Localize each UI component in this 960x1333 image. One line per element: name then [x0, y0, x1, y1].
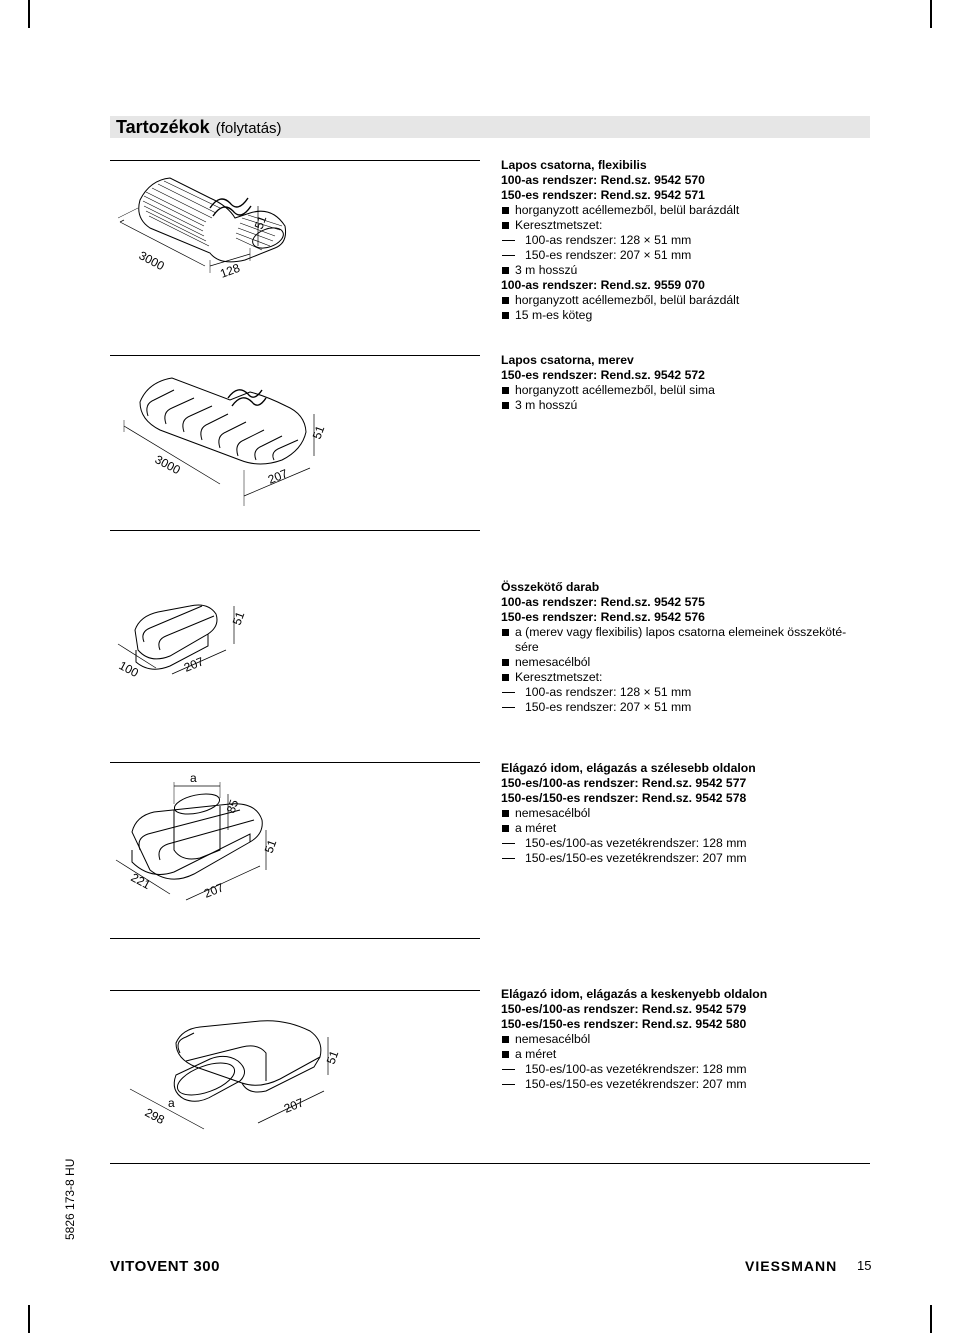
dimension-label: 51 — [261, 837, 280, 856]
dimension-label: 51 — [229, 609, 248, 628]
branch-wide-side-drawing — [110, 770, 300, 910]
item-title: Összekötő darab — [501, 580, 600, 594]
section-divider — [110, 990, 480, 991]
order-number: 150-es/150-es rendszer: Rend.sz. 9542 580 — [501, 1017, 747, 1031]
item-title: Lapos csatorna, flexibilis — [501, 158, 647, 172]
bullet-item: a méret — [501, 821, 861, 836]
section-divider — [110, 160, 480, 161]
document-number: 5826 173-8 HU — [63, 1158, 77, 1240]
crop-mark — [930, 0, 932, 28]
bullet-item: horganyzott acéllemezből, belül barázdált — [501, 203, 861, 218]
section-divider — [110, 355, 480, 356]
dimension-label: 85 — [223, 797, 242, 816]
dimension-label: 3000 — [136, 248, 167, 274]
dimension-label: 128 — [218, 260, 242, 281]
item-rigid-duct — [501, 353, 861, 413]
item-branch-wide-side — [501, 761, 861, 866]
bullet-continuation: sére — [515, 640, 539, 654]
rigid-duct-drawing — [110, 360, 350, 520]
item-flexible-duct — [501, 158, 861, 323]
order-number: 150-es/100-as rendszer: Rend.sz. 9542 579 — [501, 1002, 747, 1016]
bullet-item: 3 m hosszú — [501, 263, 861, 278]
crop-mark — [28, 1305, 30, 1333]
page-subtitle: (folytatás) — [215, 120, 282, 137]
dimension-label: 207 — [281, 1095, 306, 1116]
dimension-label: 207 — [181, 654, 206, 675]
section-divider — [110, 938, 480, 939]
page-number: 15 — [857, 1258, 872, 1273]
page-title: Tartozékok (folytatás) — [116, 117, 282, 137]
dash-item: 100-as rendszer: 128 × 51 mm — [501, 233, 861, 248]
item-branch-narrow-side — [501, 987, 861, 1092]
item-title: Elágazó idom, elágazás a szélesebb oldalon — [501, 761, 756, 775]
item-title: Lapos csatorna, merev — [501, 353, 634, 367]
bullet-item: Keresztmetszet: — [501, 218, 861, 233]
dash-item: 150-es rendszer: 207 × 51 mm — [501, 700, 861, 715]
order-number: 150-es rendszer: Rend.sz. 9542 571 — [501, 188, 705, 202]
footer-divider — [110, 1163, 870, 1164]
bullet-item: nemesacélból — [501, 655, 861, 670]
order-number: 150-es rendszer: Rend.sz. 9542 576 — [501, 610, 705, 624]
dimension-label: 51 — [309, 423, 328, 442]
dimension-label: 207 — [201, 880, 226, 901]
dash-item: 100-as rendszer: 128 × 51 mm — [501, 685, 861, 700]
dimension-label: 207 — [265, 466, 290, 487]
product-name: VITOVENT 300 — [110, 1258, 220, 1275]
order-number: 150-es/100-as rendszer: Rend.sz. 9542 577 — [501, 776, 747, 790]
dimension-label: 221 — [128, 870, 153, 893]
bullet-item: 15 m-es köteg — [501, 308, 861, 323]
flexible-duct-drawing — [110, 168, 310, 288]
crop-mark — [930, 1305, 932, 1333]
bullet-item: horganyzott acéllemezből, belül sima — [501, 383, 861, 398]
dimension-label: a — [168, 1096, 175, 1110]
dash-item: 150-es/100-as vezetékrendszer: 128 mm — [501, 1062, 861, 1077]
dimension-label: 298 — [142, 1105, 167, 1128]
bullet-item: 3 m hosszú — [501, 398, 861, 413]
item-title: Elágazó idom, elágazás a keskenyebb oldalon — [501, 987, 768, 1001]
order-number: 100-as rendszer: Rend.sz. 9542 570 — [501, 173, 705, 187]
crop-mark — [28, 0, 30, 28]
order-number: 100-as rendszer: Rend.sz. 9559 070 — [501, 278, 705, 292]
dimension-label: 51 — [323, 1048, 342, 1067]
section-divider — [110, 530, 480, 531]
bullet-item: horganyzott acéllemezből, belül barázdált — [501, 293, 861, 308]
dimension-label: 100 — [116, 658, 141, 681]
order-number: 150-es/150-es rendszer: Rend.sz. 9542 578 — [501, 791, 747, 805]
bullet-item: Keresztmetszet: — [501, 670, 861, 685]
dash-item: 150-es/150-es vezetékrendszer: 207 mm — [501, 851, 861, 866]
order-number: 150-es rendszer: Rend.sz. 9542 572 — [501, 368, 705, 382]
bullet-item: nemesacélból — [501, 1032, 861, 1047]
section-divider — [110, 762, 480, 763]
bullet-item: nemesacélból — [501, 806, 861, 821]
dimension-label: 3000 — [152, 452, 183, 478]
dimension-label: a — [190, 771, 197, 785]
bullet-item: a (merev vagy flexibilis) lapos csatorna elemeinek összeköté- — [501, 625, 861, 640]
dash-item: 150-es/100-as vezetékrendszer: 128 mm — [501, 836, 861, 851]
connector-piece-drawing — [110, 590, 260, 690]
item-connector-piece — [501, 580, 861, 715]
branch-narrow-side-drawing — [110, 995, 360, 1155]
brand-logo: VIESSMANN — [745, 1258, 838, 1274]
section-header — [110, 116, 870, 138]
dash-item: 150-es/150-es vezetékrendszer: 207 mm — [501, 1077, 861, 1092]
dimension-label: 51 — [251, 213, 270, 232]
bullet-item: a méret — [501, 1047, 861, 1062]
order-number: 100-as rendszer: Rend.sz. 9542 575 — [501, 595, 705, 609]
dash-item: 150-es rendszer: 207 × 51 mm — [501, 248, 861, 263]
